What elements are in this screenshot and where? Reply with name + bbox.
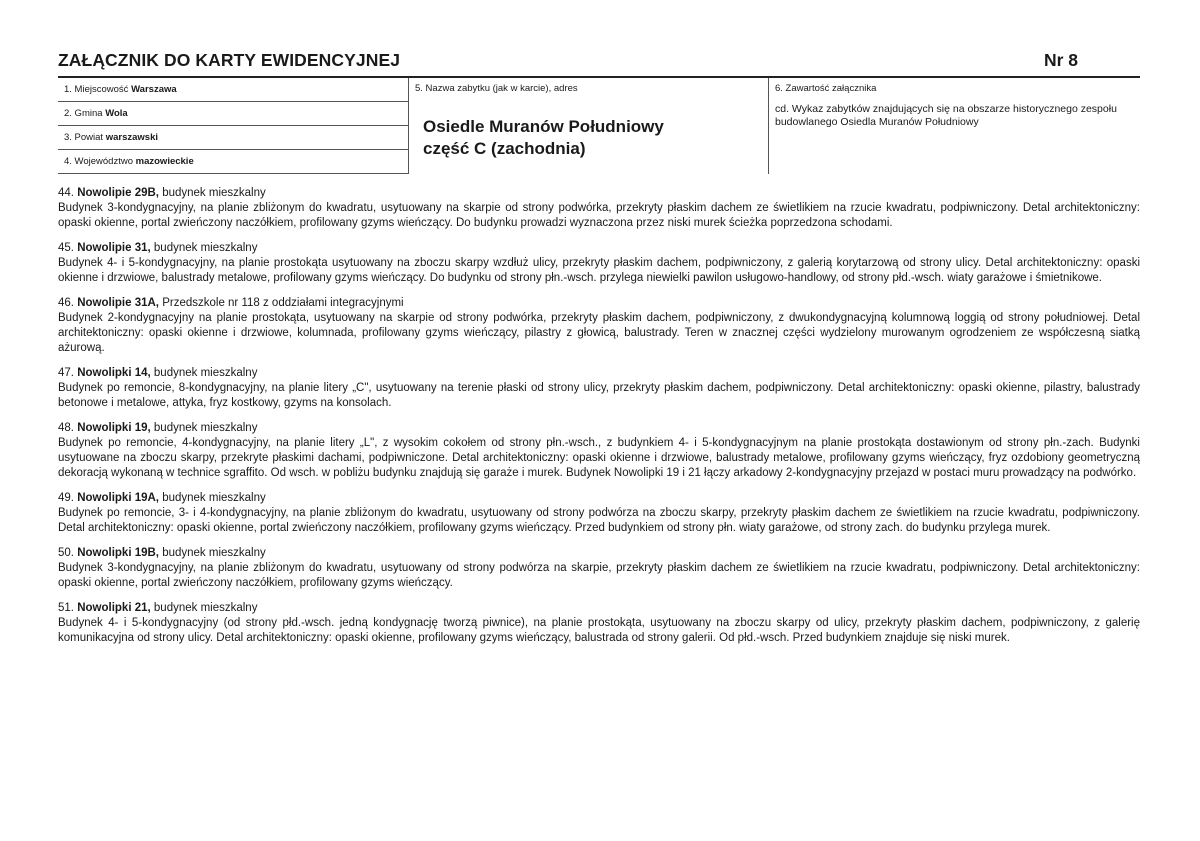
gmina-cell — [58, 102, 408, 126]
wojewodztwo-label: 4. Województwo — [64, 156, 133, 167]
entry-address: Nowolipie 29B, — [77, 187, 159, 199]
entry-description: Budynek po remoncie, 4-kondygnacyjny, na planie litery „L", z wysokim cokołem od strony płn.-wsch., z budynkiem 4- i 5-kondygnacyjnym na planie prostokąta dostawionym od strony płn.-zach. Budynki usytuowane na zboczu skarpy, przekryte płaskimi dachami, podpiwniczone. Detal architektoniczny: opaski okienne i drzwiowe, balustrady metalowe, profilowany gzyms wieńczący, fryz ozdobiony geometryczną dekoracją wykonaną w technice sgraffito. Od wsch. w pobliżu budynku znajdują się garaże i murek. Budynek Nowolipki 19 i 21 łączy arkadowy 2-kondygnacyjny przejazd w postaci muru prowadzący na podwórko. — [58, 437, 1140, 479]
entry-number: 46. — [58, 297, 74, 309]
entry-number: 51. — [58, 602, 74, 614]
entry-number: 48. — [58, 422, 74, 434]
list-item — [58, 366, 1140, 411]
entry-type: budynek mieszkalny — [162, 547, 266, 559]
entry-type: budynek mieszkalny — [162, 492, 266, 504]
entry-type: budynek mieszkalny — [153, 422, 258, 434]
gmina-label: 2. Gmina — [64, 108, 103, 119]
entry-description: Budynek 3-kondygnacyjny, na planie zbliżonym do kwadratu, usytuowany na skarpie od strony podwórka, przekryty płaskim dachem ze świetlikiem na rzucie kwadratu, podpiwniczony. Detal architektoniczny: opaski okienne, portal zwieńczony naczółkiem, profilowany gzyms wieńczący. Do budynku prowadzi wyznaczona przez niski murek ścieżka poprzedzona schodami. — [58, 202, 1140, 229]
list-item — [58, 601, 1140, 646]
entry-number: 44. — [58, 187, 74, 199]
list-item — [58, 421, 1140, 481]
object-name-line2: część C (zachodnia) — [423, 139, 586, 158]
entry-heading — [58, 241, 1140, 256]
entry-type: budynek mieszkalny — [153, 602, 258, 614]
entry-heading — [58, 186, 1140, 201]
object-label: 5. Nazwa zabytku (jak w karcie), adres — [415, 83, 578, 94]
entry-heading — [58, 601, 1140, 616]
wojewodztwo-cell — [58, 150, 408, 174]
entry-type: budynek mieszkalny — [153, 367, 258, 379]
entry-address: Nowolipki 14, — [77, 367, 151, 379]
list-item — [58, 186, 1140, 231]
entry-address: Nowolipie 31, — [77, 242, 151, 254]
list-item — [58, 491, 1140, 536]
attachment-number: Nr 8 — [1043, 50, 1078, 70]
attachment-content: cd. Wykaz zabytków znajdujących się na obszarze historycznego zespołu budowlanego Osiedla Muranów Południowy — [775, 103, 1117, 128]
entry-description: Budynek po remoncie, 8-kondygnacyjny, na planie litery „C", usytuowany na terenie płaski od strony ulicy, przekryty płaskim dachem, podpiwniczony. Detal architektoniczny: opaski okienne, pilastry, balustrady betonowe i metalowe, attyka, fryz kostkowy, gzyms na konsolach. — [58, 382, 1140, 409]
entry-type: budynek mieszkalny — [162, 187, 266, 199]
entry-description: Budynek 3-kondygnacyjny, na planie zbliżonym do kwadratu, usytuowany od strony podwórza na skarpie, przekryty płaskim dachem ze świetlikiem na rzucie kwadratu, podpiwniczony. Detal architektoniczny: opaski okienne, portal zwieńczony naczółkiem, profilowany gzyms wieńczący. — [58, 562, 1140, 589]
location-column — [58, 78, 408, 174]
entry-address: Nowolipki 19A, — [77, 492, 159, 504]
entry-address: Nowolipki 21, — [77, 602, 151, 614]
title-row — [58, 50, 1140, 76]
entry-type: Przedszkole nr 118 z oddziałami integracyjnymi — [162, 297, 404, 309]
entry-number: 50. — [58, 547, 74, 559]
entry-heading — [58, 546, 1140, 561]
object-name — [423, 116, 664, 160]
list-item — [58, 296, 1140, 356]
entries-list — [58, 186, 1140, 656]
entry-address: Nowolipki 19B, — [77, 547, 159, 559]
entry-heading — [58, 296, 1140, 311]
attachment-label: 6. Zawartość załącznika — [775, 83, 877, 94]
powiat-cell — [58, 126, 408, 150]
attachment-column — [768, 78, 1141, 174]
entry-heading — [58, 366, 1140, 381]
miejscowosc-cell — [58, 78, 408, 102]
wojewodztwo-value: mazowieckie — [135, 156, 194, 167]
entry-description: Budynek 2-kondygnacyjny na planie prostokąta, usytuowany na skarpie od strony podwórka, przekryty płaskim dachem, podpiwniczony, z dwukondygnacyjną kolumnową loggią od strony południowej. Detal architektoniczny: opaski okienne i drzwiowe, kolumnada, profilowany gzyms wieńczący, pilastry z głowicą, balustrady. Teren w znacznej części wydzielony murowanym ogrodzeniem ze współczesną siatką ażurową. — [58, 312, 1140, 354]
gmina-value: Wola — [105, 108, 128, 119]
document-title: ZAŁĄCZNIK DO KARTY EWIDENCYJNEJ — [58, 50, 401, 70]
powiat-label: 3. Powiat — [64, 132, 104, 143]
entry-address: Nowolipie 31A, — [77, 297, 159, 309]
list-item — [58, 546, 1140, 591]
miejscowosc-label: 1. Miejscowość — [64, 84, 129, 95]
entry-description: Budynek po remoncie, 3- i 4-kondygnacyjny, na planie zbliżonym do kwadratu, usytuowany od strony podwórza na zboczu skarpy, przekryty płaskim dachem ze świetlikiem na rzucie kwadratu, podpiwniczony. Detal architektoniczny: opaski okienne, portal zwieńczony naczółkiem, profilowany gzyms wieńczący. Przed budynkiem od strony płn. wiaty garażowe, od strony zach. do budynku przylega murek. — [58, 507, 1140, 534]
object-column — [408, 78, 769, 174]
entry-type: budynek mieszkalny — [153, 242, 258, 254]
list-item — [58, 241, 1140, 286]
object-name-line1: Osiedle Muranów Południowy — [423, 117, 664, 136]
entry-heading — [58, 491, 1140, 506]
powiat-value: warszawski — [105, 132, 159, 143]
header-table — [58, 76, 1140, 174]
miejscowosc-value: Warszawa — [131, 84, 177, 95]
entry-description: Budynek 4- i 5-kondygnacyjny (od strony płd.-wsch. jedną kondygnację tworzą piwnice), na planie prostokąta, usytuowany na zboczu skarpy od ulicy, przekryty płaskim dachem, podpiwniczony, z galerię komunikacyjna od strony ulicy. Detal architektoniczny: opaski okienne, profilowany gzyms wieńczący, balustrada od strony galerii. Od płd.-wsch. Przed budynkiem znajduje się niski murek. — [58, 617, 1140, 644]
entry-address: Nowolipki 19, — [77, 422, 151, 434]
entry-description: Budynek 4- i 5-kondygnacyjny, na planie prostokąta usytuowany na zboczu skarpy wzdłuż ulicy, przekryty płaskim dachem, podpiwniczony, z galerią korytarzową od strony ulicy. Detal architektoniczny: opaski okienne i drzwiowe, balustrady metalowe, profilowany gzyms wieńczący. Do budynku od strony płn.-wsch. przylega niewielki pawilon usługowo-handlowy, od strony płd.-wsch. wiaty garażowe i śmietnikowe. — [58, 257, 1140, 284]
entry-number: 49. — [58, 492, 74, 504]
entry-number: 45. — [58, 242, 74, 254]
entry-heading — [58, 421, 1140, 436]
entry-number: 47. — [58, 367, 74, 379]
